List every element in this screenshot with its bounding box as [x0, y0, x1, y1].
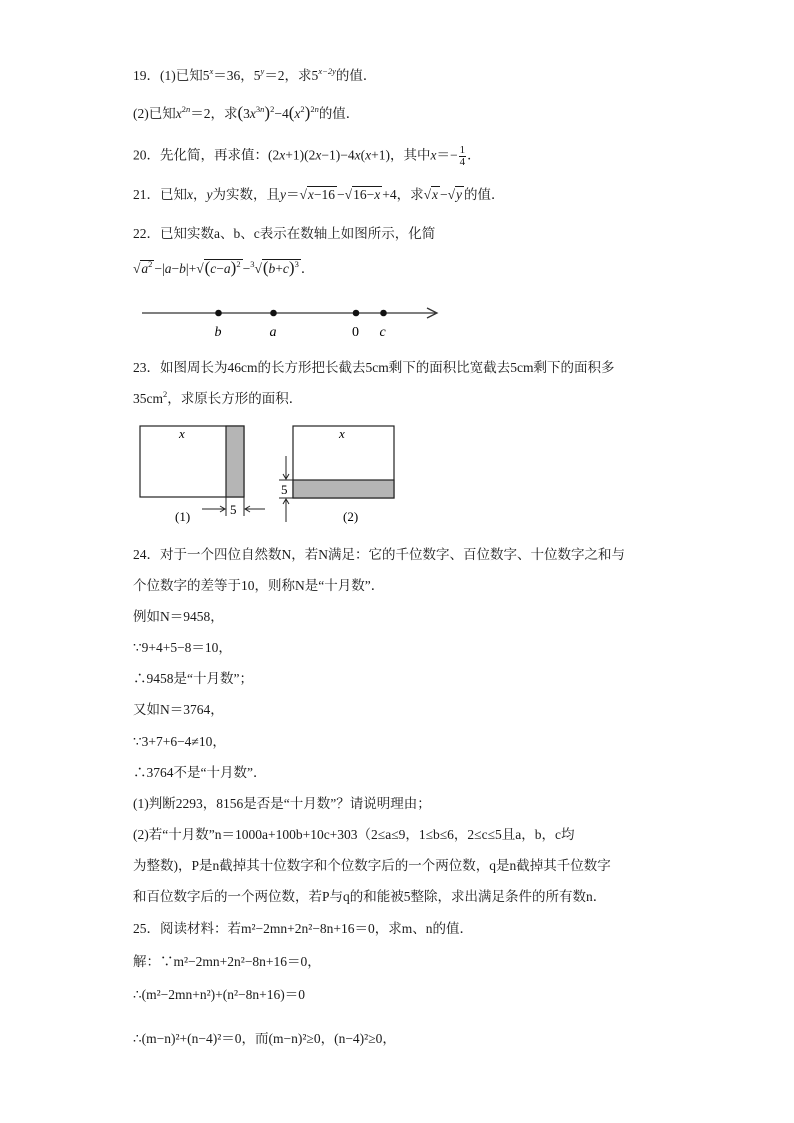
q24-line1: 24．对于一个四位自然数N，若N满足：它的千位数字、百位数字、十位数字之和与 — [133, 547, 625, 562]
number-line-point-c — [380, 310, 387, 317]
number-line-label-0: 0 — [352, 325, 359, 340]
number-line-point-a — [270, 310, 277, 317]
q23-line2: $35cm^2$，求原长方形的面积． — [133, 389, 303, 406]
q20-fraction — [459, 145, 467, 168]
fig1-cut-strip — [226, 426, 244, 497]
q24-example6: ∴3764不是“十月数”． — [133, 765, 267, 780]
q24-example1: 例如N＝9458， — [133, 609, 224, 624]
q24-line2: 个位数字的差等于10，则称N是“十月数”． — [133, 578, 385, 593]
q25-line2: 解：∵m²−2mn+2n²−8n+16＝0， — [133, 954, 321, 969]
q24-part2-line3: 和百位数字后的一个两位数，若P与q的和能被5整除，求出满足条件的所有数n． — [133, 889, 607, 904]
q22-expr: $√a^2 -|a-b|+√(c-a)^2 -^3√(b+c)^3$ ． — [133, 258, 315, 277]
q24-part2-line2: 为整数)，P是n截掉其十位数字和个位数字后的一个两位数，q是n截掉其千位数字 — [133, 858, 611, 873]
number-line-label-a: a — [269, 325, 277, 340]
q24-example3: ∴9458是“十月数”； — [133, 671, 253, 686]
q20-frac-num: 1 — [459, 144, 466, 156]
q20-frac-den: 4 — [459, 156, 466, 168]
number-line-point-b — [215, 310, 222, 317]
q20-line: 20．先化简，再求值：(2x+1)(2x−1)−4x(x+1)，其中x＝− $\frac{1}{4}$ ． — [133, 144, 481, 168]
fig2-caption: (2) — [343, 509, 359, 524]
q24-part1: (1)判断2293，8156是否是“十月数”？请说明理由； — [133, 796, 431, 811]
fig1-cut-label: 5 — [230, 502, 237, 517]
fig2-x-label: x — [339, 426, 345, 441]
q23-line1: 23．如图周长为46cm的长方形把长截去5cm剩下的面积比宽截去5cm剩下的面积多 — [133, 360, 615, 375]
fig2-cut-label: 5 — [281, 482, 288, 497]
q22-line1: 22．已知实数a、b、c表示在数轴上如图所示，化简 — [133, 226, 436, 241]
q23-figure-1 — [135, 420, 275, 530]
q22-number-line — [138, 300, 448, 342]
number-line-point-0 — [353, 310, 360, 317]
q19-line1: 19．(1)已知$5^x=36$，$5^y=2$，求$5^{x-2y}$的值． — [133, 66, 377, 83]
fig1-x-label: x — [179, 426, 185, 441]
q25-line4: ∴(m−n)²+(n−4)²＝0，而(m−n)²≥0，(n−4)²≥0， — [133, 1031, 396, 1046]
q24-example2: ∵9+4+5−8＝10， — [133, 640, 232, 655]
fig2-cut-strip — [293, 480, 394, 498]
q24-part2-line1: (2)若“十月数”n＝1000a+100b+10c+303（2≤a≤9，1≤b≤6，2≤c≤5且a，b，c均 — [133, 827, 575, 842]
fig1-caption: (1) — [175, 509, 191, 524]
q19-line2: (2)已知$x^{2n}=2$，求$(3x^{3n})^2-4(x^2)^{2n}$的值． — [133, 103, 360, 122]
q24-example5: ∵3+7+6−4≠10， — [133, 734, 226, 749]
number-line-label-c: c — [379, 325, 386, 340]
q25-line1: 25．阅读材料：若m²−2mn+2n²−8n+16＝0，求m、n的值． — [133, 921, 474, 936]
number-line-label-b: b — [214, 325, 222, 340]
q24-example4: 又如N＝3764， — [133, 702, 224, 717]
q23-figure-2 — [273, 420, 403, 530]
q21-line: 21．已知x，y为实数，且y＝√x−16 −√16−x +4，求√x −√y 的值． — [133, 187, 505, 202]
q25-line3: ∴(m²−2mn+n²)+(n²−8n+16)＝0 — [133, 987, 306, 1002]
